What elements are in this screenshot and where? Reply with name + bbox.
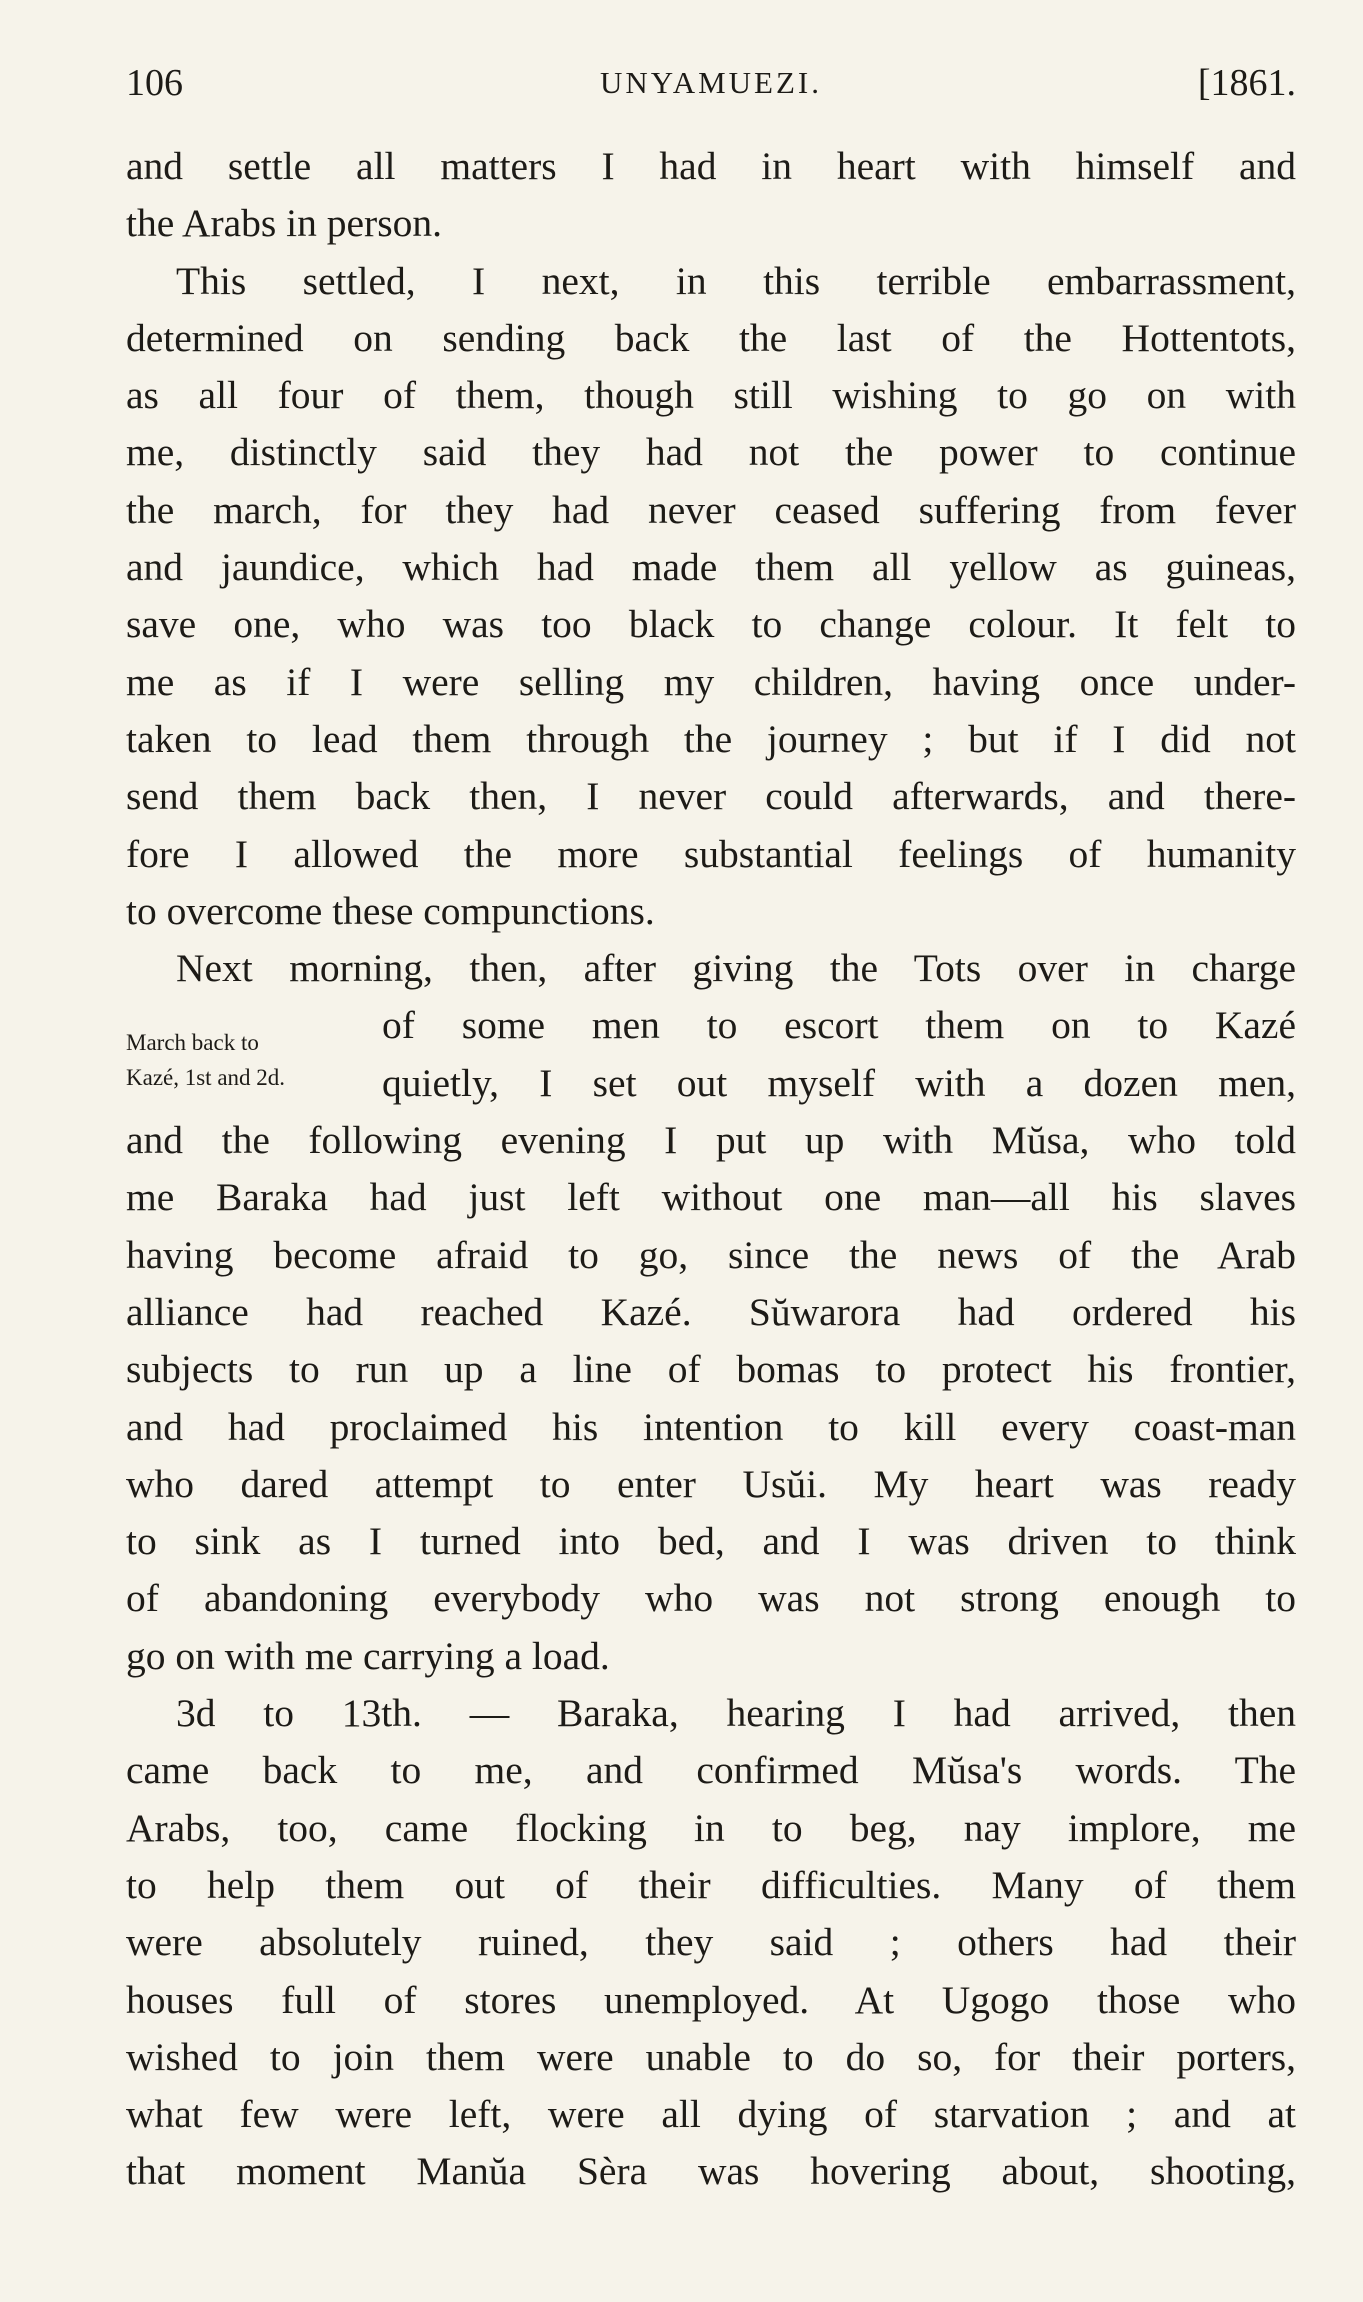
text-line: and the following evening I put up with Mŭsa, who told [126, 1118, 1296, 1163]
text-line: quietly, I set out myself with a dozen men, [382, 1060, 1296, 1105]
text-line: alliance had reached Kazé. Sŭwarora had ordered his [126, 1289, 1296, 1334]
body-text [126, 138, 1296, 2201]
text-line: send them back then, I never could afterwards, and there- [126, 774, 1296, 819]
text-line: Next morning, then, after giving the Tots over in charge [176, 946, 1296, 991]
text-line: fore I allowed the more substantial feelings of humanity [126, 831, 1296, 876]
text-line: go on with me carrying a load. [126, 1633, 610, 1678]
text-line: and jaundice, which had made them all yellow as guineas, [126, 545, 1296, 590]
text-line: the march, for they had never ceased suffering from fever [126, 487, 1296, 532]
text-line: houses full of stores unemployed. At Ugogo those who [126, 1977, 1296, 2022]
text-line: wished to join them were unable to do so, for their porters, [126, 2034, 1296, 2079]
text-line: subjects to run up a line of bomas to protect his frontier, [126, 1347, 1296, 1392]
text-line: to help them out of their difficulties. Many of them [126, 1862, 1296, 1907]
text-line: to overcome these compunctions. [126, 888, 655, 933]
text-line: came back to me, and confirmed Mŭsa's words. The [126, 1748, 1296, 1793]
header-year: [1861. [1197, 62, 1296, 104]
text-line: as all four of them, though still wishing to go on with [126, 373, 1296, 418]
text-line: of some men to escort them on to Kazé [382, 1003, 1296, 1048]
text-line: and settle all matters I had in heart with himself and [126, 144, 1296, 188]
text-line: the Arabs in person. [126, 201, 442, 246]
margin-note-line-1: March back to [126, 1030, 259, 1055]
text-line: Arabs, too, came flocking in to beg, nay implore, me [126, 1805, 1296, 1850]
text-line: taken to lead them through the journey ; but if I did not [126, 716, 1296, 761]
page-header [126, 58, 1296, 108]
text-line: This settled, I next, in this terrible embarrassment, [176, 258, 1296, 303]
text-line: save one, who was too black to change colour. It felt to [126, 602, 1296, 647]
text-line: what few were left, were all dying of starvation ; and at [126, 2092, 1296, 2137]
text-line: of abandoning everybody who was not strong enough to [126, 1576, 1296, 1621]
running-title: UNYAMUEZI. [599, 65, 822, 100]
text-line: to sink as I turned into bed, and I was driven to think [126, 1519, 1296, 1564]
text-line: me, distinctly said they had not the power to continue [126, 430, 1296, 475]
page-number: 106 [126, 62, 183, 104]
text-line: having become afraid to go, since the news of the Arab [126, 1232, 1296, 1277]
text-line: were absolutely ruined, they said ; others had their [126, 1920, 1296, 1965]
text-line: and had proclaimed his intention to kill every coast-man [126, 1404, 1296, 1449]
text-line: who dared attempt to enter Usŭi. My heart was ready [126, 1461, 1296, 1506]
text-line: that moment Manŭa Sèra was hovering about, shooting, [126, 2149, 1296, 2194]
text-line: determined on sending back the last of the Hottentots, [126, 315, 1296, 360]
text-line: me Baraka had just left without one man—all his slaves [126, 1175, 1296, 1220]
text-line: 3d to 13th. — Baraka, hearing I had arrived, then [176, 1691, 1296, 1736]
margin-note-line-2: Kazé, 1st and 2d. [126, 1065, 286, 1090]
text-line: me as if I were selling my children, having once under- [126, 659, 1296, 704]
